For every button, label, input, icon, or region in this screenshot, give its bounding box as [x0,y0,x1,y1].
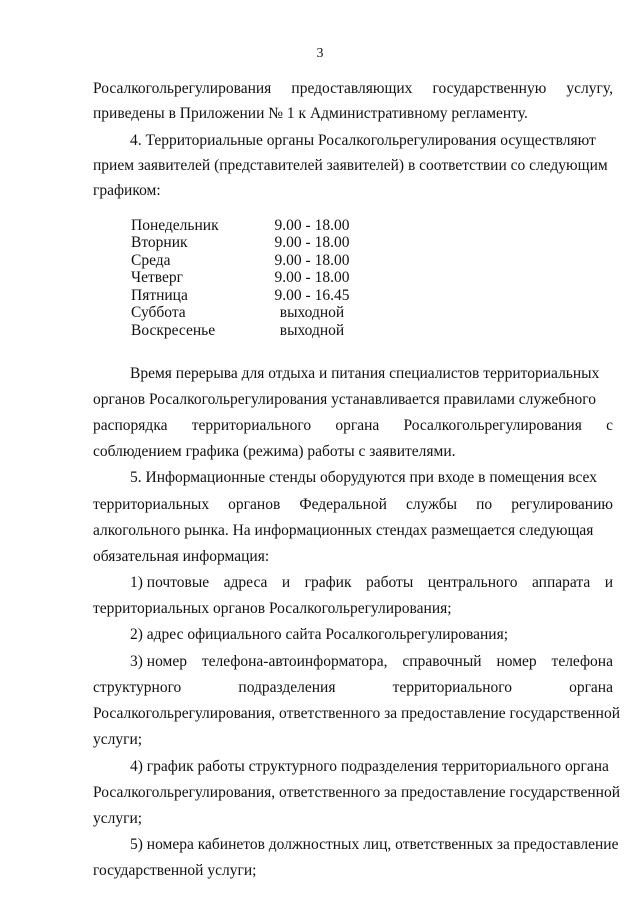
schedule-hours: 9.00 - 16.45 [274,287,350,304]
paragraph-line: соблюдением графика (режима) работы с заявителями. [93,443,456,460]
word: 1) почтовые [130,574,210,591]
paragraph-line: обязательная информация: [93,548,270,565]
word: территориального [392,679,512,696]
word: с [606,417,613,434]
schedule-row [131,269,371,287]
paragraph-line: государственной услуги; [93,862,257,879]
word: телефона-автоинформатора, [201,653,388,670]
paragraph-line: прием заявителей (представителей заявителей) в соответствии со следующим [93,157,608,174]
word: адреса [223,574,268,591]
word: государственную [432,80,547,97]
word: Федеральной [299,496,387,513]
word: услугу, [566,80,613,97]
word: распорядка [93,417,168,434]
word: и [281,574,291,591]
word: по [476,496,493,513]
paragraph-line: 4) график работы структурного подразделения территориального органа [130,758,609,775]
word: центрального [427,574,518,591]
paragraph-line: 5. Информационные стенды оборудуются при входе в помещения всех [130,469,597,486]
word: график [304,574,352,591]
paragraph-line: Росалкогольрегулирования, ответственного за предоставление государственной [93,705,621,722]
paragraph-line [93,495,613,515]
paragraph-line: 5) номера кабинетов должностных лиц, ответственных за предоставление [130,836,619,853]
word: территориальных [93,496,210,513]
schedule-day: Пятница [131,287,188,304]
paragraph-line [130,573,613,593]
schedule-day: Воскресенье [131,322,216,339]
paragraph-line: Росалкогольрегулирования, ответственного за предоставление государственной [93,784,621,801]
schedule-row [131,287,371,305]
schedule-day: Четверг [131,269,183,286]
word: телефона [551,653,613,670]
word: номер [496,653,537,670]
paragraph-line: алкогольного рынка. На информационных стендах размещается следующая [93,522,594,539]
schedule-row [131,322,371,340]
word: Росалкогольрегулирования [93,80,272,97]
word: и [604,574,613,591]
schedule-day: Суббота [131,304,186,321]
paragraph-line: услуги; [93,731,143,748]
paragraph-line [93,678,613,698]
schedule-day: Среда [131,252,171,269]
paragraph-line: 2) адрес официального сайта Росалкогольрегулирования; [130,626,509,643]
word: органа [569,679,613,696]
schedule-hours: выходной [279,322,345,339]
word: структурного [93,679,182,696]
paragraph-line [93,416,613,436]
word: Росалкогольрегулирования [403,417,582,434]
schedule-row [131,304,371,322]
paragraph-line: органов Росалкогольрегулирования устанавливается правилами служебного [93,391,596,408]
paragraph-line [130,652,613,672]
page-number: 3 [316,46,324,61]
word: службы [406,496,458,513]
word: предоставляющих [291,80,413,97]
schedule-row [131,234,371,252]
word: 3) номер [130,653,187,670]
paragraph-line [93,79,613,99]
schedule-hours: 9.00 - 18.00 [274,234,350,251]
paragraph-line: 4. Территориальные органы Росалкогольрегулирования осуществляют [130,132,596,149]
paragraph-line: территориальных органов Росалкогольрегулирования; [93,600,452,617]
paragraph-line: Время перерыва для отдыха и питания специалистов территориальных [130,365,600,382]
word: органов [228,496,281,513]
schedule-day: Вторник [131,234,188,251]
schedule-hours: 9.00 - 18.00 [274,252,350,269]
schedule-day: Понедельник [131,217,219,234]
schedule-hours: 9.00 - 18.00 [274,217,350,234]
word: аппарата [532,574,591,591]
word: регулированию [511,496,613,513]
paragraph-line: приведены в Приложении № 1 к Административному регламенту. [93,105,528,122]
word: органа [335,417,380,434]
word: территориального [191,417,312,434]
word: справочный [402,653,482,670]
schedule-row [131,217,371,235]
paragraph-line: услуги; [93,810,143,827]
paragraph-line: графиком: [93,182,161,199]
schedule-hours: 9.00 - 18.00 [274,269,350,286]
schedule-hours: выходной [279,304,345,321]
word: подразделения [238,679,336,696]
word: работы [366,574,414,591]
schedule-row [131,252,371,270]
